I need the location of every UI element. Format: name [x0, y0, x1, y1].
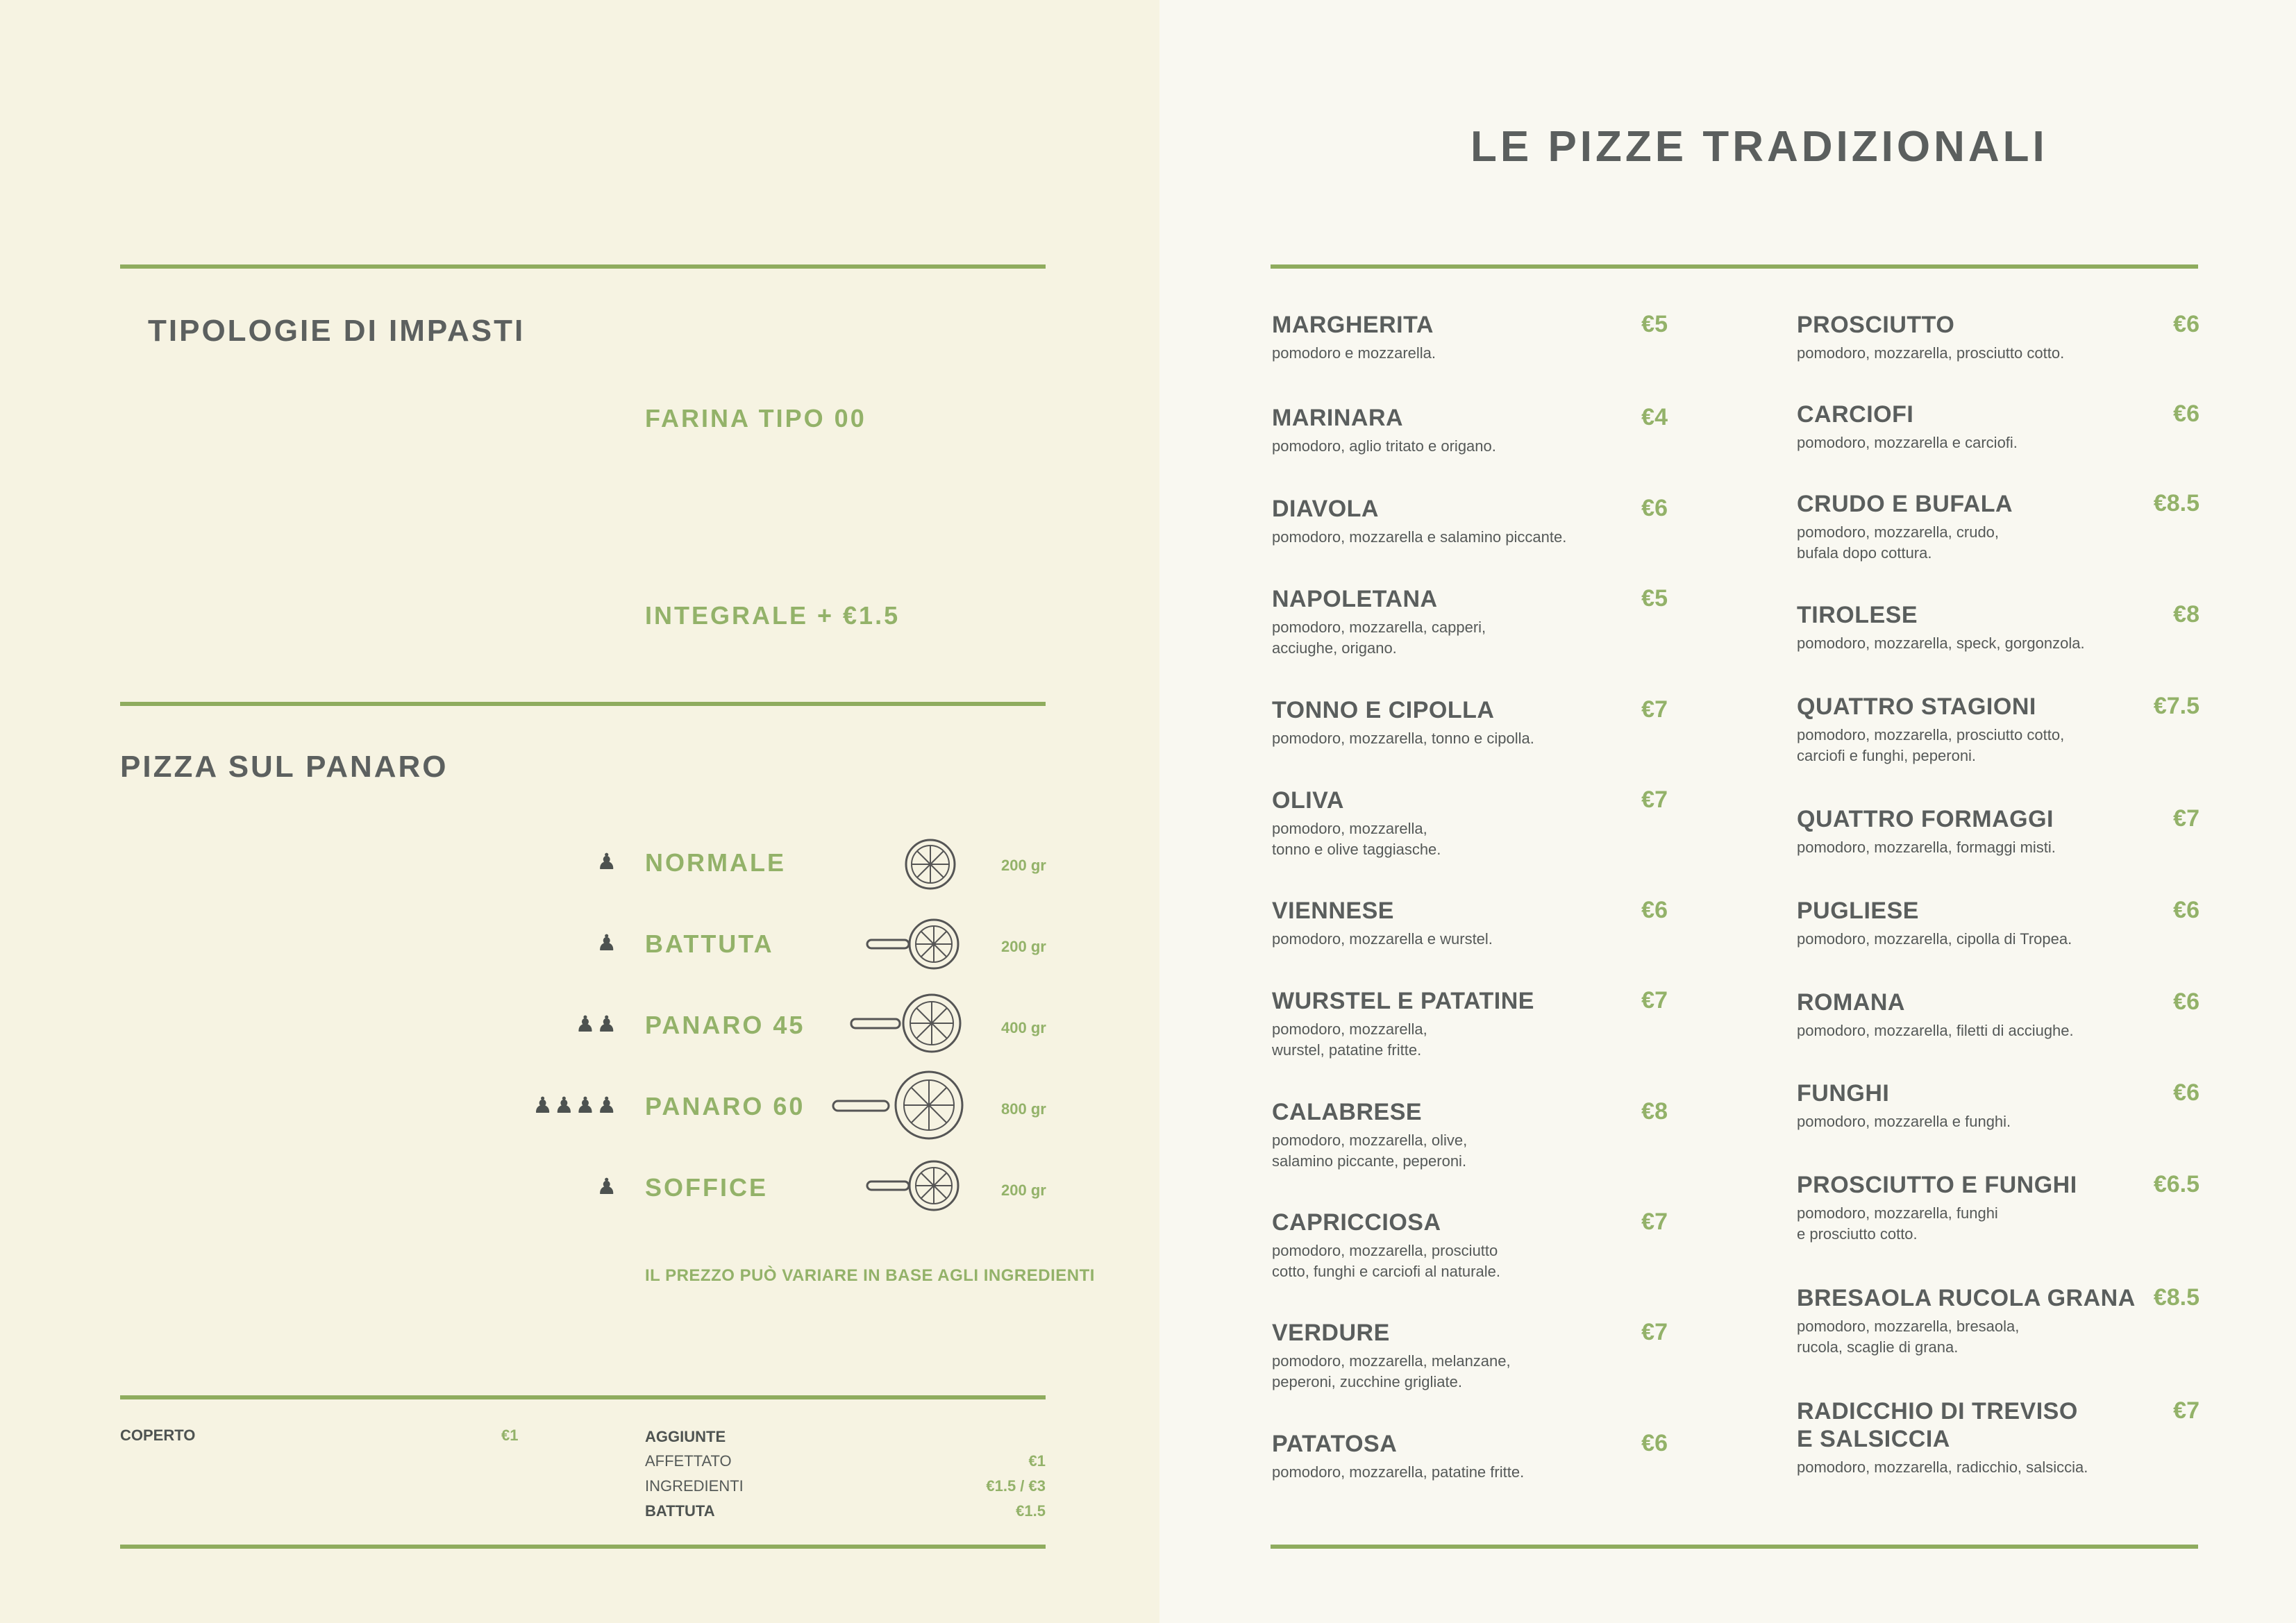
- pizza-item: [1797, 601, 2199, 654]
- pizza-description: pomodoro, mozzarella, prosciutto cotto, carciofi e funghi, peperoni.: [1797, 726, 2065, 764]
- pizza-price: €5: [1641, 311, 1668, 337]
- size-name-battuta: BATTUTA: [645, 930, 774, 958]
- pizza-description: pomodoro, mozzarella, prosciutto cotto.: [1797, 344, 2065, 362]
- pizza-price: €7: [1641, 1319, 1668, 1345]
- pizza-name: ROMANA: [1797, 989, 1905, 1016]
- pizza-name: BRESAOLA RUCOLA GRANA: [1797, 1285, 2136, 1311]
- aggiunte-battuta-price: €1.5: [1016, 1502, 1046, 1520]
- pizza-paddle-icon: [864, 916, 962, 972]
- size-weight: 200 gr: [1001, 938, 1046, 955]
- pizza-item: [1797, 490, 2199, 564]
- pizza-item: [1797, 897, 2199, 950]
- pizza-item: [1797, 1284, 2199, 1358]
- coperto-price: €1: [501, 1427, 519, 1444]
- pizza-price: €6: [1641, 495, 1668, 521]
- pizza-description: pomodoro e mozzarella.: [1272, 344, 1436, 362]
- divider: [1271, 264, 2198, 269]
- pizza-price: €7: [2173, 805, 2199, 832]
- pizza-name: MARINARA: [1272, 405, 1404, 431]
- pizza-price: €6: [2173, 1079, 2199, 1106]
- pizza-item: [1797, 1397, 2199, 1478]
- pizza-item: [1272, 897, 1668, 950]
- pizza-name: NAPOLETANA: [1272, 586, 1438, 612]
- pizza-item: [1272, 311, 1668, 364]
- pizza-item: [1272, 1430, 1668, 1483]
- pizza-name: CARCIOFI: [1797, 401, 1914, 428]
- aggiunte-title: AGGIUNTE: [645, 1428, 726, 1445]
- size-name-normale: NORMALE: [645, 848, 786, 877]
- pizza-paddle-icon: [864, 1158, 962, 1213]
- pizza-price: €7: [1641, 987, 1668, 1014]
- pizza-price: €5: [1641, 585, 1668, 612]
- price-note: IL PREZZO PUÒ VARIARE IN BASE AGLI INGREDIENTI: [645, 1266, 1095, 1285]
- pizza-item: [1272, 1098, 1668, 1172]
- pizza-name: PUGLIESE: [1797, 898, 1919, 924]
- pizza-name: MARGHERITA: [1272, 312, 1434, 338]
- pizza-description: pomodoro, mozzarella, patatine fritte.: [1272, 1463, 1525, 1481]
- panaro-title: PIZZA SUL PANARO: [120, 750, 449, 784]
- pizza-name: DIAVOLA: [1272, 496, 1379, 522]
- pizza-item: [1272, 696, 1668, 749]
- pizza-price: €8.5: [2153, 1284, 2199, 1311]
- pizza-price: €6: [2173, 897, 2199, 923]
- pizza-name: CAPRICCIOSA: [1272, 1209, 1441, 1236]
- pizza-item: [1797, 693, 2199, 766]
- pizza-price: €7: [1641, 1209, 1668, 1235]
- pizza-name: OLIVA: [1272, 787, 1344, 814]
- pizza-description: pomodoro, mozzarella, cipolla di Tropea.: [1797, 930, 2072, 948]
- pizza-name: TONNO E CIPOLLA: [1272, 697, 1495, 723]
- aggiunte-affettato: AFFETTATO: [645, 1452, 732, 1470]
- pizza-description: pomodoro, mozzarella, funghi e prosciutto cotto.: [1797, 1204, 1998, 1243]
- dough-type-integrale: INTEGRALE + €1.5: [645, 601, 900, 630]
- pizza-item: [1797, 805, 2199, 858]
- pizza-description: pomodoro, mozzarella, bresaola, rucola, scaglie di grana.: [1797, 1318, 2020, 1356]
- aggiunte-affettato-price: €1: [1028, 1452, 1046, 1470]
- aggiunte-battuta: BATTUTA: [645, 1502, 715, 1520]
- pizza-price: €7: [2173, 1397, 2199, 1424]
- people-count-icon: ♟♟: [575, 1011, 618, 1036]
- pizza-price: €6: [2173, 989, 2199, 1015]
- pizza-name: RADICCHIO DI TREVISO E SALSICCIA: [1797, 1398, 2078, 1452]
- pizza-item: [1797, 1079, 2199, 1132]
- dough-type-00: FARINA TIPO 00: [645, 404, 866, 432]
- pizza-price: €6: [2173, 311, 2199, 337]
- pizza-description: pomodoro, mozzarella, melanzane, peperoni, zucchine grigliate.: [1272, 1352, 1511, 1390]
- pizza-name: PROSCIUTTO: [1797, 312, 1955, 338]
- people-count-icon: ♟♟♟♟: [533, 1093, 618, 1118]
- coperto-label: COPERTO: [120, 1427, 196, 1444]
- pizza-item: [1797, 989, 2199, 1041]
- size-weight: 200 gr: [1001, 857, 1046, 874]
- pizza-price: €7: [1641, 787, 1668, 813]
- pizza-item: [1797, 1171, 2199, 1245]
- divider: [120, 702, 1046, 706]
- pizza-description: pomodoro, mozzarella, tonno e olive taggiasche.: [1272, 820, 1441, 858]
- pizza-description: pomodoro, mozzarella, prosciutto cotto, funghi e carciofi al naturale.: [1272, 1242, 1500, 1280]
- pizza-description: pomodoro, mozzarella, capperi, acciughe, origano.: [1272, 619, 1486, 657]
- pizza-description: pomodoro, mozzarella, crudo, bufala dopo cottura.: [1797, 523, 2000, 562]
- pizza-paddle-icon: [830, 1069, 966, 1141]
- pizza-name: PROSCIUTTO E FUNGHI: [1797, 1172, 2077, 1198]
- pizza-name: TIROLESE: [1797, 602, 1918, 628]
- people-count-icon: ♟: [596, 1174, 618, 1199]
- size-weight: 200 gr: [1001, 1181, 1046, 1199]
- pizza-item: [1272, 495, 1668, 548]
- aggiunte-ingredienti-price: €1.5 / €3: [986, 1477, 1046, 1495]
- pizza-price: €6.5: [2153, 1171, 2199, 1197]
- pizza-item: [1272, 585, 1668, 659]
- size-name-soffice: SOFFICE: [645, 1173, 769, 1202]
- pizza-price: €6: [2173, 401, 2199, 427]
- pizza-description: pomodoro, mozzarella, radicchio, salsiccia.: [1797, 1458, 2088, 1476]
- pizza-item: [1272, 404, 1668, 457]
- pizza-price: €8: [1641, 1098, 1668, 1125]
- divider: [120, 264, 1046, 269]
- pizza-item: [1272, 1319, 1668, 1393]
- pizza-icon: [903, 836, 958, 892]
- pizza-price: €8: [2173, 601, 2199, 628]
- pizza-name: QUATTRO FORMAGGI: [1797, 806, 2054, 832]
- pizza-description: pomodoro, aglio tritato e origano.: [1272, 437, 1496, 455]
- pizza-name: CRUDO E BUFALA: [1797, 491, 2013, 517]
- pizza-item: [1272, 987, 1668, 1061]
- right-menu-page: [1159, 0, 2296, 1623]
- pizza-paddle-icon: [848, 991, 963, 1055]
- pizza-description: pomodoro, mozzarella, wurstel, patatine fritte.: [1272, 1020, 1427, 1059]
- size-weight: 800 gr: [1001, 1100, 1046, 1118]
- aggiunte-ingredienti: INGREDIENTI: [645, 1477, 744, 1495]
- pizza-name: WURSTEL E PATATINE: [1272, 988, 1534, 1014]
- pizza-price: €7.5: [2153, 693, 2199, 719]
- divider: [1271, 1545, 2198, 1549]
- pizza-description: pomodoro, mozzarella, olive, salamino piccante, peperoni.: [1272, 1132, 1468, 1170]
- size-name-panaro-45: PANARO 45: [645, 1011, 805, 1039]
- pizza-item: [1797, 401, 2199, 453]
- pizza-description: pomodoro, mozzarella, filetti di acciughe.: [1797, 1022, 2074, 1039]
- size-weight: 400 gr: [1001, 1019, 1046, 1036]
- pizza-description: pomodoro, mozzarella e wurstel.: [1272, 930, 1493, 948]
- pizza-name: QUATTRO STAGIONI: [1797, 693, 2036, 720]
- pizza-item: [1272, 787, 1668, 860]
- people-count-icon: ♟: [596, 930, 618, 955]
- pizza-name: PATATOSA: [1272, 1431, 1398, 1457]
- pizza-name: CALABRESE: [1272, 1099, 1423, 1125]
- pizza-name: VERDURE: [1272, 1320, 1390, 1346]
- pizza-price: €6: [1641, 897, 1668, 923]
- divider: [120, 1545, 1046, 1549]
- page-title: LE PIZZE TRADIZIONALI: [1470, 123, 2048, 171]
- pizza-description: pomodoro, mozzarella, tonno e cipolla.: [1272, 730, 1534, 747]
- size-name-panaro-60: PANARO 60: [645, 1092, 805, 1120]
- pizza-price: €8.5: [2153, 490, 2199, 516]
- pizza-name: VIENNESE: [1272, 898, 1394, 924]
- pizza-price: €7: [1641, 696, 1668, 723]
- pizza-description: pomodoro, mozzarella e funghi.: [1797, 1113, 2011, 1130]
- people-count-icon: ♟: [596, 849, 618, 874]
- divider: [120, 1395, 1046, 1399]
- pizza-price: €4: [1641, 404, 1668, 430]
- pizza-description: pomodoro, mozzarella, formaggi misti.: [1797, 839, 2056, 856]
- pizza-item: [1797, 311, 2199, 364]
- pizza-description: pomodoro, mozzarella, speck, gorgonzola.: [1797, 634, 2085, 652]
- pizza-item: [1272, 1209, 1668, 1282]
- pizza-price: €6: [1641, 1430, 1668, 1456]
- pizza-name: FUNGHI: [1797, 1080, 1890, 1107]
- pizza-description: pomodoro, mozzarella e salamino piccante.: [1272, 528, 1567, 546]
- dough-types-title: TIPOLOGIE DI IMPASTI: [148, 314, 526, 348]
- pizza-description: pomodoro, mozzarella e carciofi.: [1797, 434, 2018, 451]
